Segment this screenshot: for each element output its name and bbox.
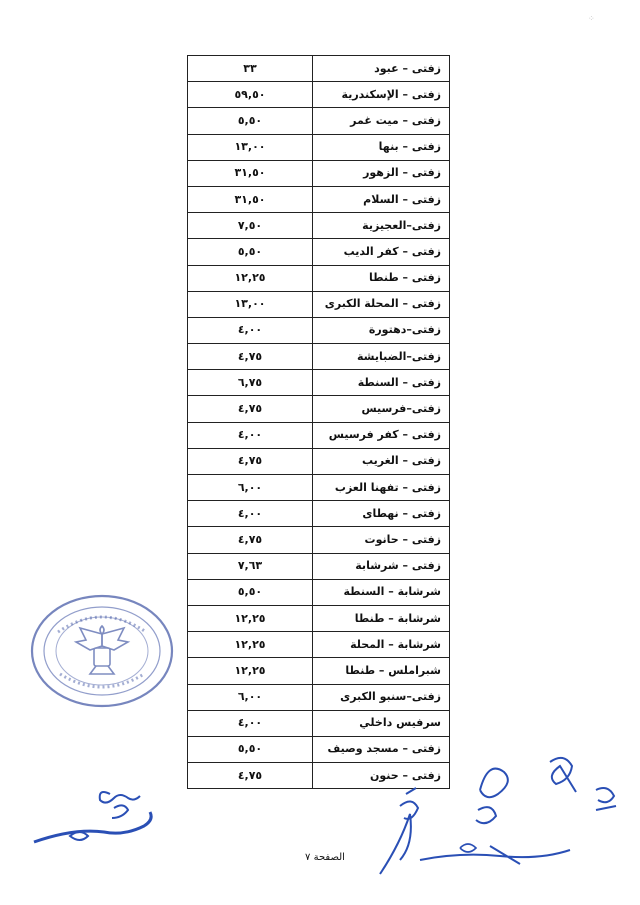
table-row	[188, 82, 450, 108]
fare-price: ٦,٠٠	[188, 684, 313, 710]
table-row	[188, 527, 450, 553]
fare-price: ٧,٦٣	[188, 553, 313, 579]
route-name: زفتى – كفر الديب	[313, 239, 450, 265]
route-name: زفتى – شرشابة	[313, 553, 450, 579]
route-name: زفتى – الزهور	[313, 160, 450, 186]
table-row	[188, 317, 450, 343]
table-row	[188, 579, 450, 605]
table-row	[188, 108, 450, 134]
route-name: شرشابة – المحلة	[313, 632, 450, 658]
route-name: زفتى – طنطا	[313, 265, 450, 291]
route-name: شرشابة – السنطة	[313, 579, 450, 605]
route-name: زفتى – عبود	[313, 56, 450, 82]
route-name: زفتى – نهطاى	[313, 501, 450, 527]
table-row	[188, 370, 450, 396]
fare-price: ٥,٥٠	[188, 579, 313, 605]
route-name: زفتى–الضبايشة	[313, 344, 450, 370]
table-row	[188, 239, 450, 265]
fare-price: ٤,٠٠	[188, 317, 313, 343]
route-name: زفتى–العجيزية	[313, 213, 450, 239]
table-row	[188, 160, 450, 186]
table-row	[188, 344, 450, 370]
scan-speck: ⁘	[588, 14, 595, 23]
route-name: زفتى – بنها	[313, 134, 450, 160]
table-row	[188, 501, 450, 527]
page-number: الصفحة ٧	[305, 852, 345, 863]
table-row	[188, 553, 450, 579]
route-name: شبراملس – طنطا	[313, 658, 450, 684]
fare-price: ٤,٧٥	[188, 527, 313, 553]
route-name: زفتى – السلام	[313, 186, 450, 212]
fare-price: ١٢,٢٥	[188, 658, 313, 684]
fare-price: ٦,٧٥	[188, 370, 313, 396]
signature-right-group	[360, 750, 630, 890]
route-name: زفتى – المحلة الكبرى	[313, 291, 450, 317]
fare-price: ٥,٥٠	[188, 736, 313, 762]
table-row	[188, 710, 450, 736]
table-row	[188, 56, 450, 82]
fare-price: ١٣,٠٠	[188, 134, 313, 160]
fare-price: ١٢,٢٥	[188, 632, 313, 658]
table-row	[188, 448, 450, 474]
fare-table-body	[188, 56, 450, 789]
fare-price: ٤,٧٥	[188, 448, 313, 474]
signature-left	[30, 780, 170, 870]
fare-table	[187, 55, 450, 789]
fare-price: ٣١,٥٠	[188, 186, 313, 212]
table-row	[188, 605, 450, 631]
table-row	[188, 291, 450, 317]
table-row	[188, 684, 450, 710]
table-row	[188, 186, 450, 212]
fare-price: ٣٣	[188, 56, 313, 82]
table-row	[188, 134, 450, 160]
route-name: زفتى – الإسكندرية	[313, 82, 450, 108]
fare-price: ٥٩,٥٠	[188, 82, 313, 108]
fare-price: ٤,٠٠	[188, 710, 313, 736]
route-name: زفتى – ميت غمر	[313, 108, 450, 134]
table-row	[188, 422, 450, 448]
route-name: زفتى–دهتورة	[313, 317, 450, 343]
table-row	[188, 658, 450, 684]
table-row	[188, 475, 450, 501]
table-row	[188, 396, 450, 422]
fare-price: ١٢,٢٥	[188, 605, 313, 631]
route-name: سرفيس داخلي	[313, 710, 450, 736]
route-name: زفتى – تفهنا العزب	[313, 475, 450, 501]
eagle-emblem-icon	[76, 626, 128, 674]
route-name: زفتى – الغريب	[313, 448, 450, 474]
fare-price: ١٢,٢٥	[188, 265, 313, 291]
fare-price: ٣١,٥٠	[188, 160, 313, 186]
route-name: زفتى–فرسيس	[313, 396, 450, 422]
fare-price: ٤,٧٥	[188, 344, 313, 370]
table-row	[188, 265, 450, 291]
fare-price: ٤,٠٠	[188, 501, 313, 527]
route-name: زفتى – كفر فرسيس	[313, 422, 450, 448]
fare-price: ٤,٧٥	[188, 396, 313, 422]
route-name: زفتى–سنبو الكبرى	[313, 684, 450, 710]
fare-price: ٦,٠٠	[188, 475, 313, 501]
official-seal	[28, 592, 176, 710]
route-name: زفتى – مسجد وصيف	[313, 736, 450, 762]
route-name: زفتى – حانوت	[313, 527, 450, 553]
table-row	[188, 213, 450, 239]
route-name: شرشابة – طنطا	[313, 605, 450, 631]
fare-price: ٥,٥٠	[188, 108, 313, 134]
fare-price: ٧,٥٠	[188, 213, 313, 239]
route-name: زفتى – السنطة	[313, 370, 450, 396]
fare-price: ٤,٧٥	[188, 763, 313, 789]
fare-price: ٥,٥٠	[188, 239, 313, 265]
table-row	[188, 632, 450, 658]
fare-price: ١٣,٠٠	[188, 291, 313, 317]
route-name: زفتى – حنون	[313, 763, 450, 789]
fare-price: ٤,٠٠	[188, 422, 313, 448]
